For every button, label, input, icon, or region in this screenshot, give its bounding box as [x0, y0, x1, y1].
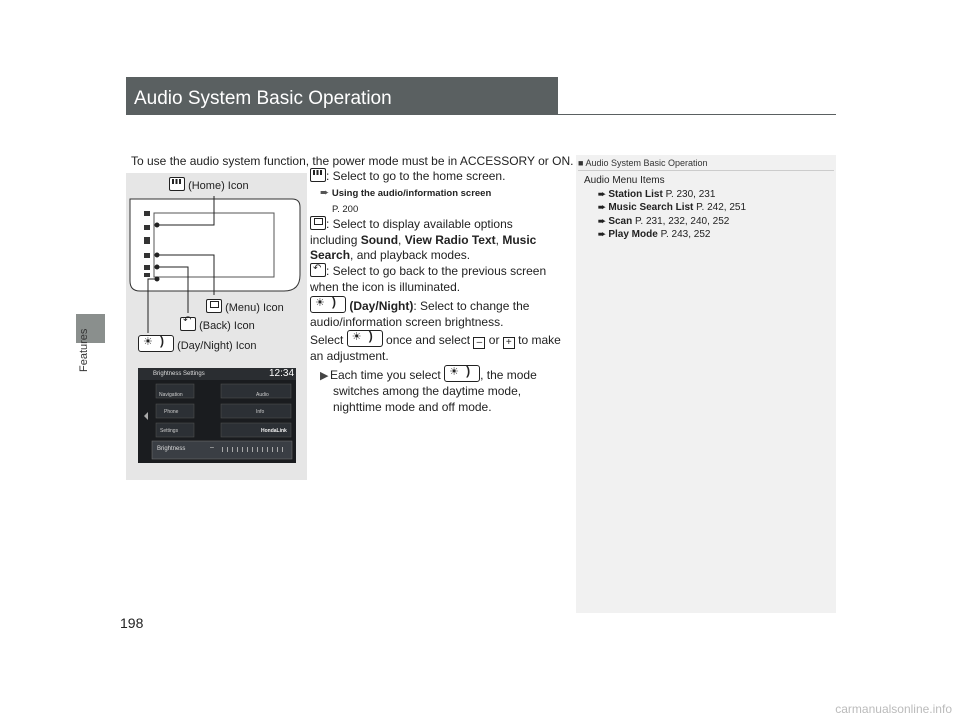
bezel-day-night-icon[interactable]: [144, 265, 150, 270]
screen-item-info[interactable]: Info: [256, 409, 265, 415]
callout-back: ↶ (Back) Icon: [180, 317, 255, 332]
back-description: ↶: Select to go back to the previous screen when the icon is illuminated.: [310, 263, 546, 295]
home-icon: [169, 177, 185, 191]
menu-icon: [310, 216, 326, 230]
bezel-menu-icon[interactable]: [144, 225, 150, 230]
minus-icon: –: [473, 337, 485, 349]
note-item[interactable]: ➨ Station List P. 230, 231: [598, 188, 716, 200]
intro-text: To use the audio system function, the power mode must be in ACCESSORY or ON.: [131, 154, 574, 168]
plus-icon: +: [503, 337, 515, 349]
screen-item-hondalink[interactable]: HondaLink: [261, 428, 287, 434]
screen-clock: 12:34: [269, 368, 295, 379]
section-label: Features: [78, 328, 90, 372]
day-night-description: ☀ ) (Day/Night): Select to change the audio/information screen brightness. Select ☀ ) once and select – or + to make an adjustment. ▶ Each time you select ☀ ) , the mode switches among the daytime mode, nighttime mode and off mode.: [310, 296, 561, 415]
reference-arrow-icon: ➨: [598, 215, 606, 226]
menu-icon: [206, 299, 222, 313]
note-heading: ■ Audio System Basic Operation: [578, 158, 708, 168]
note-item[interactable]: ➨ Play Mode P. 243, 252: [598, 229, 711, 240]
screen-brightness-minus[interactable]: –: [210, 444, 214, 451]
watermark: carmanualsonline.info: [835, 702, 952, 716]
callout-menu: (Menu) Icon: [206, 299, 284, 314]
reference-arrow-icon: ➨: [320, 186, 330, 199]
day-night-icon: [310, 296, 346, 313]
note-subheading: Audio Menu Items: [584, 175, 665, 186]
title-rule: [126, 114, 836, 115]
home-reference-page[interactable]: P. 200: [332, 204, 359, 215]
day-night-icon: [138, 335, 174, 352]
screen-item-settings[interactable]: Settings: [160, 428, 179, 434]
day-night-icon: [444, 365, 480, 382]
home-icon: [310, 168, 326, 182]
note-body: [584, 174, 746, 242]
note-rule: [578, 170, 834, 171]
back-icon: [310, 263, 326, 277]
reference-arrow-icon: ➨: [598, 229, 606, 239]
page-number: 198: [120, 615, 144, 631]
bullet-arrow-icon: ▶: [320, 369, 329, 382]
screen-brightness-slider[interactable]: [222, 447, 286, 452]
screen-item-phone[interactable]: Phone: [164, 409, 179, 415]
callout-home: (Home) Icon: [169, 177, 249, 192]
reference-arrow-icon: ➨: [598, 202, 606, 212]
note-item[interactable]: ➨ Music Search List P. 242, 251: [598, 202, 747, 213]
bezel-back-icon[interactable]: [144, 253, 150, 258]
system-figure: [126, 173, 307, 480]
note-item[interactable]: ➨ Scan P. 231, 232, 240, 252: [598, 215, 730, 227]
screen-title: Brightness Settings: [153, 371, 205, 377]
home-description: : Select to go to the home screen. ➨ Using the audio/information screen P. 200: [310, 168, 505, 218]
screen-item-navigation[interactable]: Navigation: [159, 392, 183, 398]
note-icon: ■: [578, 158, 584, 168]
back-icon: [180, 317, 196, 331]
callout-day-night: ☀ ) (Day/Night) Icon: [138, 335, 257, 352]
menu-description: : Select to display available options including Sound, View Radio Text, Music Search, and playback modes.: [310, 217, 537, 262]
bezel-volume-icon[interactable]: [144, 237, 150, 244]
screen-item-audio[interactable]: Audio: [256, 392, 269, 398]
bezel-home-icon[interactable]: [144, 211, 150, 216]
bezel-phone-icon[interactable]: [144, 273, 150, 277]
screen-brightness-label: Brightness: [157, 446, 186, 452]
page-title: Audio System Basic Operation: [134, 88, 392, 109]
home-reference[interactable]: Using the audio/information screen: [331, 187, 492, 199]
day-night-icon: [347, 330, 383, 347]
reference-arrow-icon: ➨: [598, 188, 606, 199]
